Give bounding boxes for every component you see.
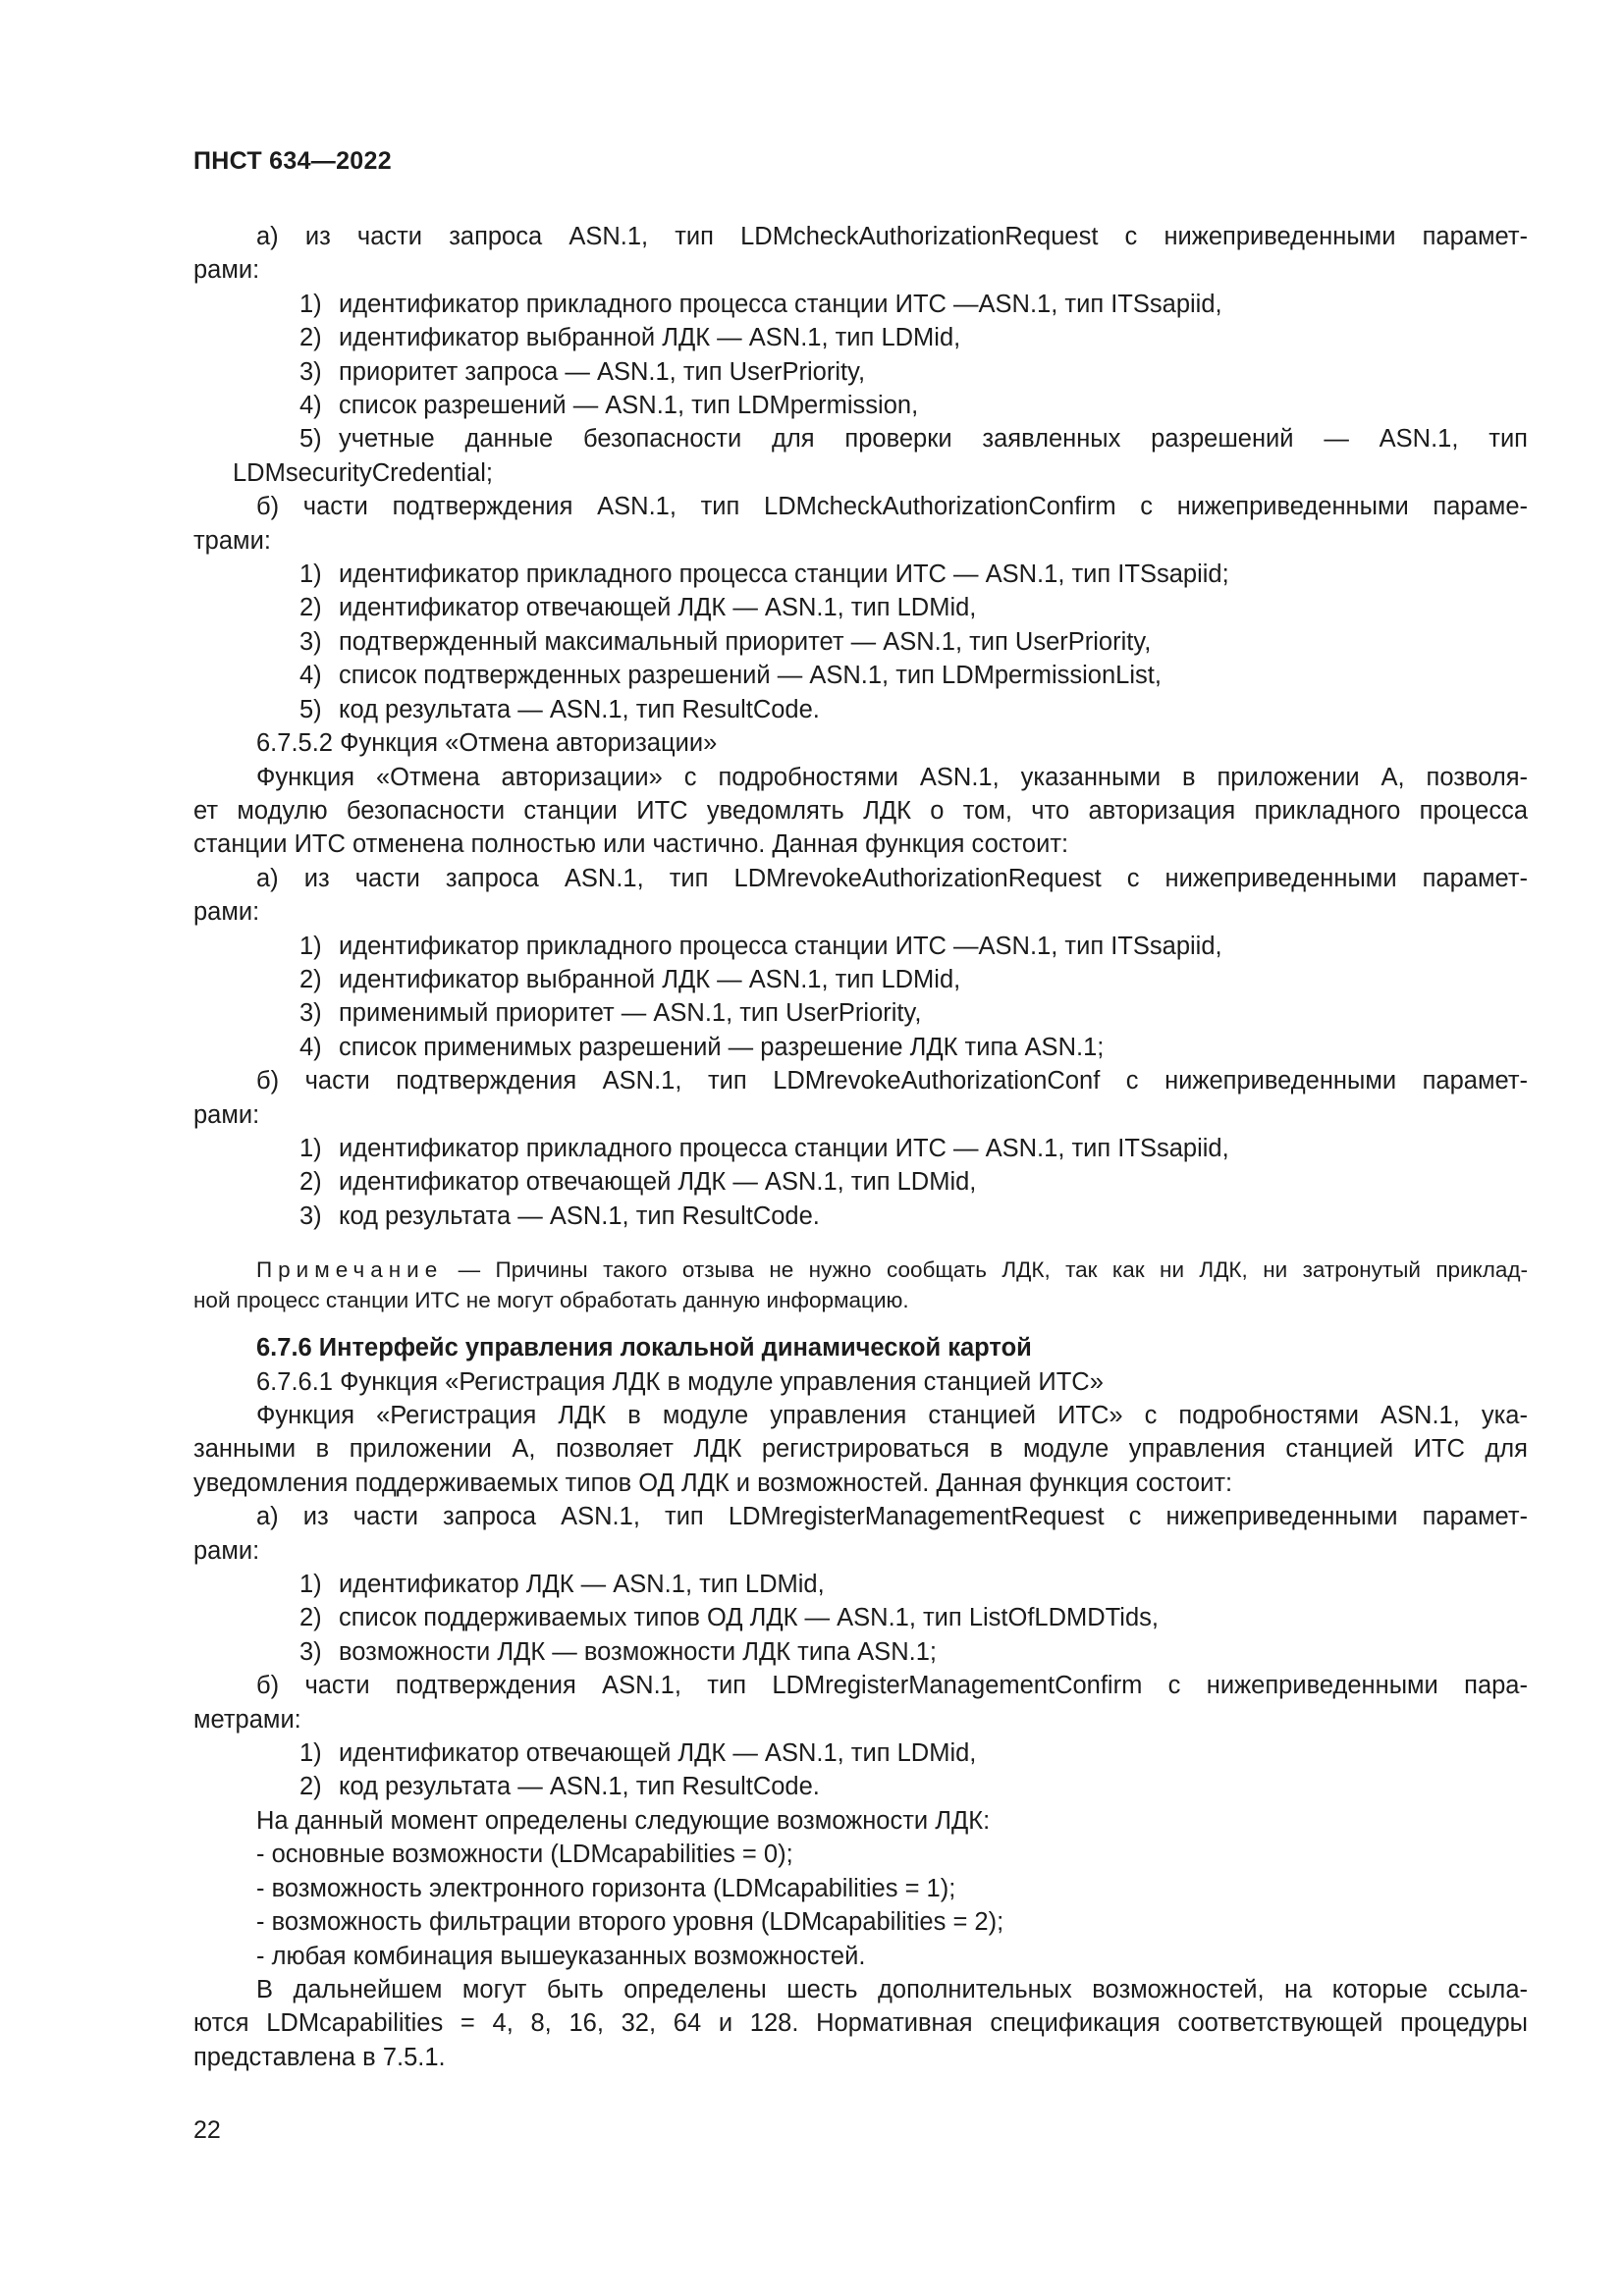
- list-item-number: 4): [299, 1033, 322, 1061]
- capability-item: - любая комбинация вышеуказанных возможностей.: [256, 1942, 866, 1970]
- list-a-items: [193, 930, 1528, 1065]
- list-item-text: идентификатор выбранной ЛДК — ASN.1, тип LDMid,: [339, 965, 961, 993]
- list-item: [193, 1165, 1528, 1199]
- section-6752-title: 6.7.5.2 Функция «Отмена авторизации»: [256, 729, 718, 758]
- list-item-number: 1): [299, 1739, 322, 1768]
- list-item: [193, 389, 1528, 422]
- list-item: [193, 1736, 1528, 1770]
- list-item: [193, 1635, 1528, 1669]
- list-item-number: 5): [299, 425, 322, 454]
- note-label: Примечание: [256, 1257, 444, 1283]
- list-a-intro-line2: рами:: [193, 1536, 260, 1565]
- list-item-text: подтвержденный максимальный приоритет — ASN.1, тип UserPriority,: [339, 627, 1152, 656]
- list-item-text: список поддерживаемых типов ОД ЛДК — ASN.1, тип ListOfLDMDTids,: [339, 1604, 1159, 1632]
- list-item: [193, 996, 1528, 1030]
- capability-item: - основные возможности (LDMcapabilities = 0);: [256, 1841, 793, 1869]
- capability-item: - возможность фильтрации второго уровня (LDMcapabilities = 2);: [256, 1908, 1004, 1937]
- list-item-number: 1): [299, 932, 322, 960]
- list-item-text: список разрешений — ASN.1, тип LDMpermission,: [339, 392, 919, 420]
- list-item-number: 2): [299, 965, 322, 993]
- list-item-text: код результата — ASN.1, тип ResultCode.: [339, 695, 820, 723]
- list-b-intro-line2: метрами:: [193, 1705, 301, 1734]
- list-item: [193, 930, 1528, 963]
- list-item: [193, 1568, 1528, 1601]
- paragraph-line: ет модулю безопасности станции ИТС уведомлять ЛДК о том, что авторизация прикладного процесса: [193, 796, 1528, 825]
- list-item-text: идентификатор прикладного процесса станции ИТС — ASN.1, тип ITSsapiid,: [339, 1134, 1229, 1162]
- list-a-items: [193, 288, 1528, 423]
- list-item: [193, 625, 1528, 659]
- list-item-text: идентификатор отвечающей ЛДК — ASN.1, тип LDMid,: [339, 1168, 977, 1197]
- list-item: [193, 1601, 1528, 1634]
- list-item-number: 1): [299, 1134, 322, 1162]
- list-item-number: 1): [299, 290, 322, 318]
- list-a-intro-line1: а) из части запроса ASN.1, тип LDMrevokeAuthorizationRequest с нижеприведенными парамет-: [256, 864, 1528, 892]
- list-item-text: учетные данные безопасности для проверки заявленных разрешений — ASN.1, тип: [339, 425, 1528, 454]
- list-a-intro-line1: а) из части запроса ASN.1, тип LDMregisterManagementRequest с нижеприведенными парамет-: [256, 1503, 1528, 1531]
- note: [193, 1255, 1528, 1315]
- list-item: [193, 288, 1528, 321]
- list-item-text: идентификатор прикладного процесса станции ИТС — ASN.1, тип ITSsapiid;: [339, 561, 1229, 589]
- list-item: [193, 355, 1528, 389]
- list-item-text: идентификатор прикладного процесса станции ИТС —ASN.1, тип ITSsapiid,: [339, 932, 1222, 960]
- page-number: 22: [193, 2116, 221, 2144]
- section-676-heading: 6.7.6 Интерфейс управления локальной динамической картой: [256, 1334, 1032, 1362]
- list-a-intro-line2: рами:: [193, 898, 260, 927]
- list-item-number: 2): [299, 1168, 322, 1197]
- list-item-number: 5): [299, 695, 322, 723]
- list-item-number: 4): [299, 392, 322, 420]
- list-item-continuation: LDMsecurityCredential;: [233, 458, 494, 487]
- paragraph-line: Функция «Отмена авторизации» с подробностями ASN.1, указанными в приложении А, позволя-: [256, 763, 1528, 791]
- list-item: [193, 591, 1528, 624]
- list-item-number: 3): [299, 627, 322, 656]
- list-item-number: 1): [299, 1571, 322, 1599]
- list-item: [193, 1031, 1528, 1064]
- list-item: [193, 1770, 1528, 1803]
- list-item-text: возможности ЛДК — возможности ЛДК типа ASN.1;: [339, 1637, 937, 1666]
- list-item-text: идентификатор прикладного процесса станции ИТС —ASN.1, тип ITSsapiid,: [339, 290, 1222, 318]
- list-item: [193, 659, 1528, 692]
- list-b-items: [193, 558, 1528, 726]
- list-item-text: применимый приоритет — ASN.1, тип UserPriority,: [339, 999, 922, 1028]
- list-item-text: идентификатор выбранной ЛДК — ASN.1, тип LDMid,: [339, 324, 961, 352]
- list-item-number: 2): [299, 1604, 322, 1632]
- list-a-intro-line1: а) из части запроса ASN.1, тип LDMcheckAuthorizationRequest с нижеприведенными парамет-: [256, 223, 1528, 250]
- list-b-intro-line1: б) части подтверждения ASN.1, тип LDMrevokeAuthorizationConf с нижеприведенными парамет-: [256, 1067, 1528, 1095]
- list-item-text: идентификатор ЛДК — ASN.1, тип LDMid,: [339, 1571, 825, 1599]
- capabilities-intro: На данный момент определены следующие возможности ЛДК:: [256, 1806, 991, 1835]
- capabilities-list: [193, 1838, 1528, 1973]
- list-item-number: 2): [299, 594, 322, 622]
- list-item-text: приоритет запроса — ASN.1, тип UserPriority,: [339, 357, 866, 386]
- document-header: ПНСТ 634—2022: [193, 147, 392, 175]
- list-item-text: идентификатор отвечающей ЛДК — ASN.1, тип LDMid,: [339, 594, 977, 622]
- list-b-items: [193, 1736, 1528, 1804]
- capability-item: - возможность электронного горизонта (LDMcapabilities = 1);: [256, 1874, 956, 1902]
- list-item-number: 3): [299, 1201, 322, 1230]
- note-line: [193, 1255, 1528, 1285]
- list-item-number: 2): [299, 1773, 322, 1801]
- list-b-intro-line2: трами:: [193, 526, 271, 555]
- paragraph-line: станции ИТС отменена полностью или частично. Данная функция состоит:: [193, 830, 1069, 859]
- list-item: [193, 558, 1528, 591]
- list-item: [193, 1132, 1528, 1165]
- list-item-number: 1): [299, 561, 322, 589]
- list-item-number: 3): [299, 1637, 322, 1666]
- list-item: [193, 422, 1528, 455]
- list-item: [193, 1200, 1528, 1233]
- paragraph-line: занными в приложении А, позволяет ЛДК регистрироваться в модуле управления станцией ИТС для: [193, 1435, 1528, 1464]
- document-body: [193, 220, 1528, 2074]
- list-b-items: [193, 1132, 1528, 1233]
- list-item-number: 4): [299, 662, 322, 690]
- list-b-intro-line2: рами:: [193, 1100, 260, 1129]
- list-a-items: [193, 1568, 1528, 1669]
- paragraph-line: Функция «Регистрация ЛДК в модуле управления станцией ИТС» с подробностями ASN.1, ука-: [256, 1402, 1528, 1429]
- section-6761-title: 6.7.6.1 Функция «Регистрация ЛДК в модуле управления станцией ИТС»: [256, 1367, 1104, 1396]
- note-line: ной процесс станции ИТС не могут обработать данную информацию.: [193, 1288, 909, 1313]
- paragraph-line: уведомления поддерживаемых типов ОД ЛДК и возможностей. Данная функция состоит:: [193, 1468, 1233, 1497]
- list-item-text: идентификатор отвечающей ЛДК — ASN.1, тип LDMid,: [339, 1739, 977, 1768]
- list-b-intro-line1: б) части подтверждения ASN.1, тип LDMcheckAuthorizationConfirm с нижеприведенными параме-: [256, 493, 1528, 521]
- list-item: [193, 963, 1528, 996]
- paragraph-line: ются LDMcapabilities = 4, 8, 16, 32, 64 и 128. Нормативная спецификация соответствующей процедуры: [193, 2009, 1528, 2038]
- list-item-number: 3): [299, 999, 322, 1028]
- list-item-text: код результата — ASN.1, тип ResultCode.: [339, 1773, 820, 1801]
- list-item-number: 3): [299, 357, 322, 386]
- list-item-text: список подтвержденных разрешений — ASN.1, тип LDMpermissionList,: [339, 662, 1162, 690]
- list-item: [193, 321, 1528, 354]
- list-b-intro-line1: б) части подтверждения ASN.1, тип LDMregisterManagementConfirm с нижеприведенными пара-: [256, 1672, 1528, 1700]
- list-a-intro-line2: рами:: [193, 256, 260, 285]
- list-item-text: код результата — ASN.1, тип ResultCode.: [339, 1201, 820, 1230]
- paragraph-line: В дальнейшем могут быть определены шесть дополнительных возможностей, на которые ссыла-: [256, 1975, 1528, 2003]
- list-item-number: 2): [299, 324, 322, 352]
- paragraph-line: представлена в 7.5.1.: [193, 2043, 446, 2071]
- list-item: [193, 693, 1528, 726]
- list-item-text: список применимых разрешений — разрешение ЛДК типа ASN.1;: [339, 1033, 1105, 1061]
- note-text: — Причины такого отзыва не нужно сообщать ЛДК, так как ни ЛДК, ни затронутый приклад-: [443, 1257, 1528, 1283]
